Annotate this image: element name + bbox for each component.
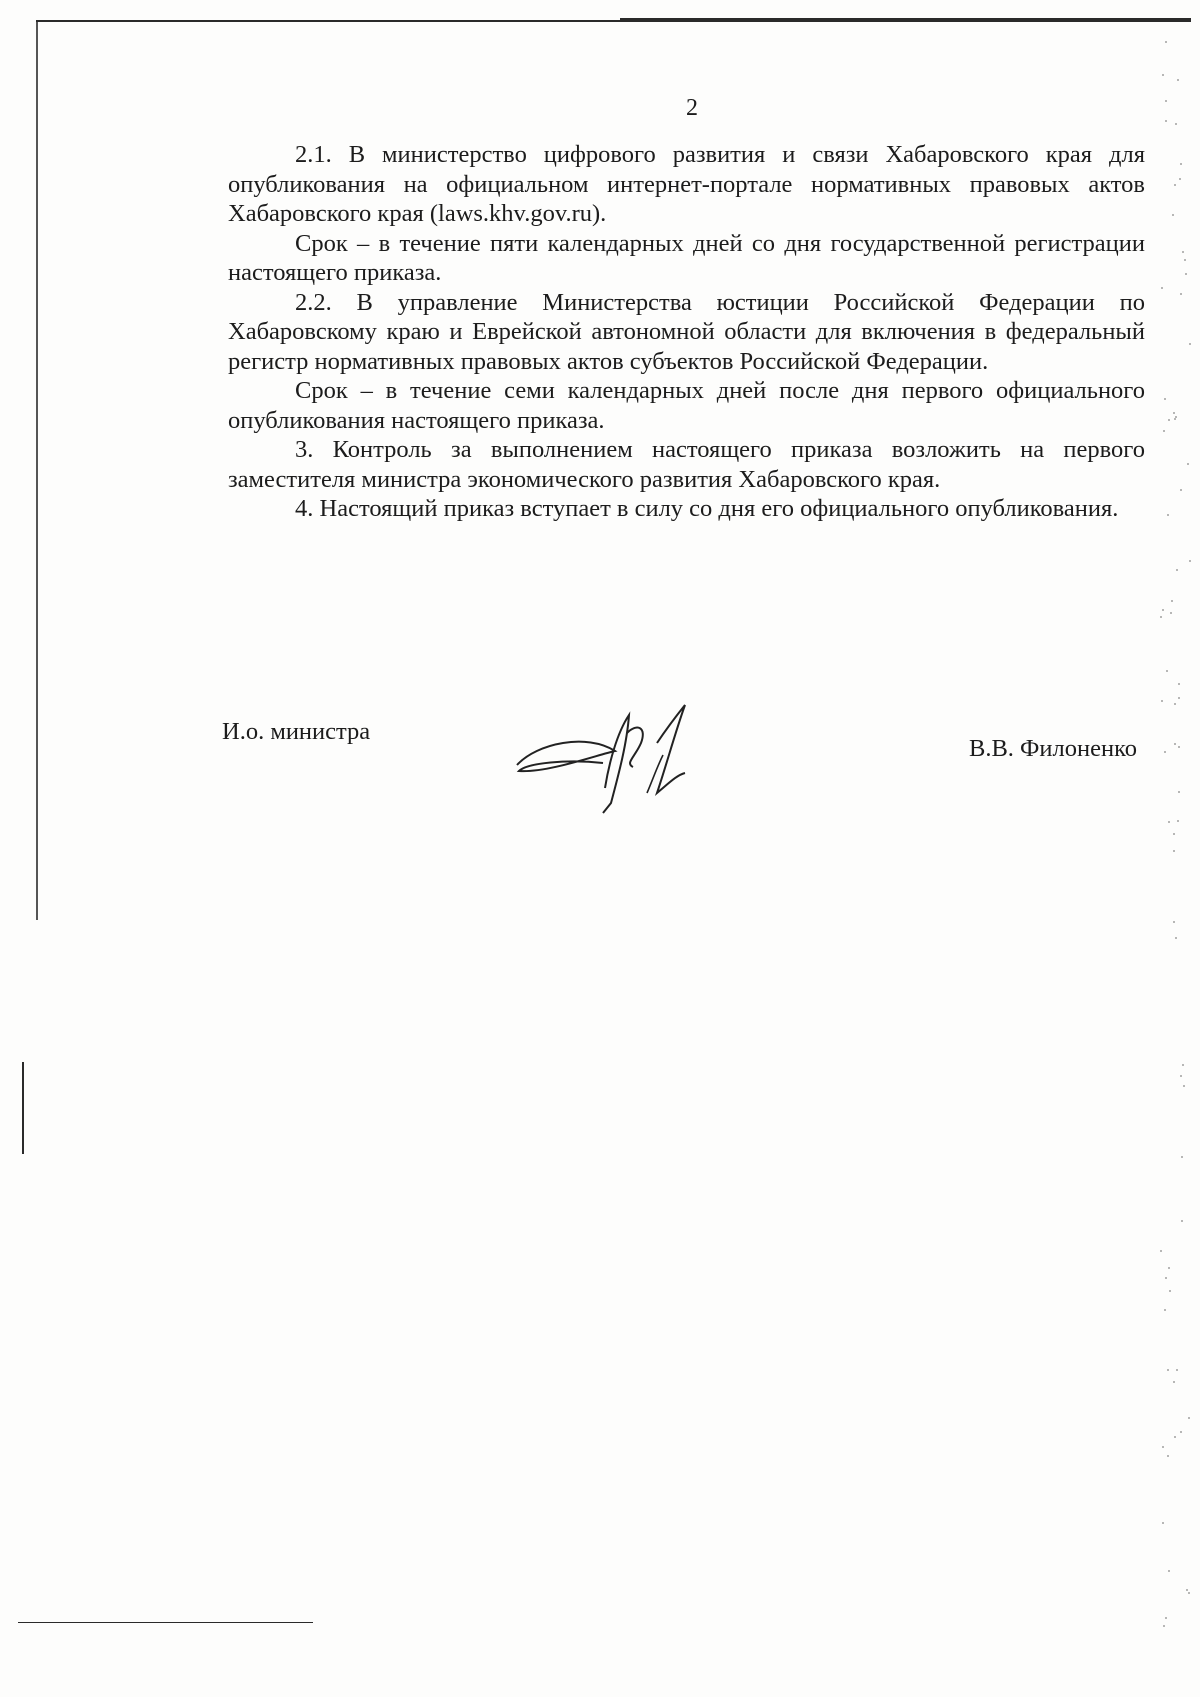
scan-speck bbox=[1169, 1290, 1171, 1292]
scan-speck bbox=[1167, 1455, 1169, 1457]
scan-speck bbox=[1188, 1417, 1190, 1419]
scan-speck bbox=[1189, 343, 1191, 345]
scan-speck bbox=[1173, 833, 1175, 835]
scan-edge-left bbox=[36, 20, 38, 920]
scan-speck bbox=[1164, 751, 1166, 753]
page-number: 2 bbox=[686, 95, 698, 121]
scan-speck bbox=[1162, 74, 1164, 76]
paragraph-4: 4. Настоящий приказ вступает в силу со дня его официального опубликования. bbox=[295, 495, 1119, 522]
signatory-role: И.о. министра bbox=[222, 718, 371, 745]
scan-speck bbox=[1179, 178, 1181, 180]
scan-speck bbox=[1173, 850, 1175, 852]
scan-speck bbox=[1160, 1250, 1162, 1252]
scan-speck bbox=[1186, 1589, 1188, 1591]
scan-speck bbox=[1174, 184, 1176, 186]
scan-speck bbox=[1180, 163, 1182, 165]
scan-speck bbox=[1166, 670, 1168, 672]
scan-speck bbox=[1183, 1085, 1185, 1087]
scan-speck bbox=[1180, 489, 1182, 491]
scan-speck bbox=[1180, 293, 1182, 295]
scan-speck bbox=[1173, 921, 1175, 923]
scan-speck bbox=[1182, 1064, 1184, 1066]
paragraph-2-1: 2.1. В министерство цифрового развития и связи Хабаровского края для опубликования на официальном интернет-портале нормативных правовых актов Хабаровского края (laws.khv.gov.ru). bbox=[228, 141, 1145, 227]
scan-speck bbox=[1184, 259, 1186, 261]
paragraph-3: 3. Контроль за выполнением настоящего приказа возложить на первого заместителя министра экономического развития Хабаровского края. bbox=[228, 436, 1145, 493]
scan-speck bbox=[1180, 1431, 1182, 1433]
scan-speck bbox=[1161, 287, 1163, 289]
scan-speck bbox=[1182, 251, 1184, 253]
scan-speck bbox=[1174, 418, 1176, 420]
paragraph-deadline-1: Срок – в течение пяти календарных дней со дня государственной регистрации настоящего приказа. bbox=[228, 229, 1145, 286]
document-body bbox=[228, 140, 1145, 524]
scan-speck bbox=[1167, 1369, 1169, 1371]
scan-speck bbox=[1168, 419, 1170, 421]
scan-speck bbox=[1181, 1220, 1183, 1222]
scan-speck bbox=[1181, 1156, 1183, 1158]
scan-speck bbox=[1165, 1617, 1167, 1619]
paragraph-deadline-2: Срок – в течение семи календарных дней после дня первого официального опубликования настоящего приказа. bbox=[228, 377, 1145, 434]
scan-edge-top-overlap bbox=[620, 18, 1191, 20]
paragraph-2-2: 2.2. В управление Министерства юстиции Российской Федерации по Хабаровскому краю и Еврейской автономной области для включения в федеральный регистр нормативных правовых актов субъектов Российской Федерации. bbox=[228, 288, 1145, 375]
scan-speck bbox=[1170, 612, 1172, 614]
scan-speck bbox=[1171, 600, 1173, 602]
scan-speck bbox=[1172, 214, 1174, 216]
scan-speck bbox=[1178, 683, 1180, 685]
scan-speck bbox=[1177, 820, 1179, 822]
scan-speck bbox=[1160, 616, 1162, 618]
scan-speck bbox=[1164, 398, 1166, 400]
scan-speck bbox=[1165, 41, 1167, 43]
scan-speck bbox=[1161, 700, 1163, 702]
scan-edge-top bbox=[36, 20, 1191, 22]
scan-speck bbox=[1178, 791, 1180, 793]
scan-speck bbox=[1163, 1625, 1165, 1627]
scan-edge-left-lower bbox=[22, 1062, 24, 1154]
scan-speck bbox=[1163, 430, 1165, 432]
scan-speck bbox=[1173, 1381, 1175, 1383]
scan-speck bbox=[1180, 1075, 1182, 1077]
scan-speck bbox=[1178, 697, 1180, 699]
scan-speck bbox=[1174, 743, 1176, 745]
scan-speck bbox=[1162, 1446, 1164, 1448]
scan-speck bbox=[1168, 1570, 1170, 1572]
scan-speck bbox=[1174, 1436, 1176, 1438]
scan-speck bbox=[1176, 569, 1178, 571]
scan-edge-bottom bbox=[18, 1622, 313, 1623]
scan-speck bbox=[1177, 79, 1179, 81]
scan-speck bbox=[1168, 1267, 1170, 1269]
scan-speck bbox=[1175, 937, 1177, 939]
scan-speck bbox=[1185, 273, 1187, 275]
signatory-name: В.В. Филоненко bbox=[968, 735, 1137, 762]
scan-speck bbox=[1174, 703, 1176, 705]
scan-speck bbox=[1188, 1592, 1190, 1594]
scan-speck bbox=[1175, 123, 1177, 125]
scan-speck bbox=[1165, 1277, 1167, 1279]
signature-block bbox=[222, 718, 1137, 838]
handwritten-signature bbox=[507, 693, 707, 823]
scan-speck bbox=[1187, 463, 1189, 465]
scan-speck bbox=[1164, 1309, 1166, 1311]
scan-speck bbox=[1167, 514, 1169, 516]
scan-speck bbox=[1173, 412, 1175, 414]
scan-speck bbox=[1162, 609, 1164, 611]
scan-speck bbox=[1178, 746, 1180, 748]
scan-speck bbox=[1176, 1369, 1178, 1371]
scan-speck bbox=[1189, 560, 1191, 562]
scan-speck bbox=[1162, 1522, 1164, 1524]
scan-speck bbox=[1168, 821, 1170, 823]
